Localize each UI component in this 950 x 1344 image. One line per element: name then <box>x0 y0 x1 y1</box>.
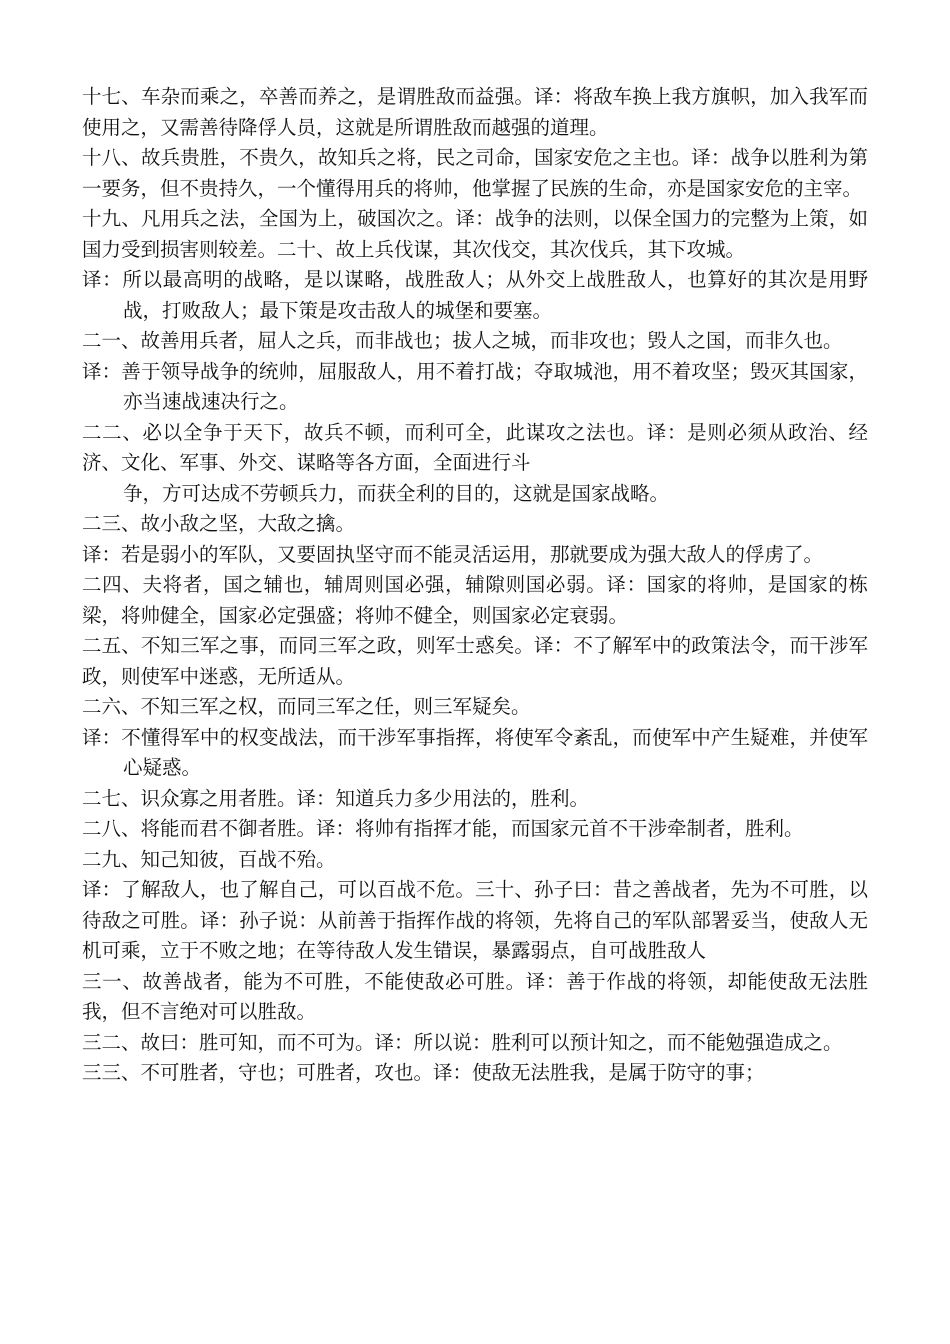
paragraph-22-continuation: 争，方可达成不劳顿兵力，而获全利的目的，这就是国家战略。 <box>123 481 670 505</box>
translation-26: 译：不懂得军中的权变战法，而干涉军事指挥，将使军令紊乱，而使军中产生疑难，并使军心疑惑。 <box>82 725 868 779</box>
paragraph-18: 十八、故兵贵胜，不贵久，故知兵之将，民之司命，国家安危之主也。译：战争以胜利为第一要务，但不贵持久，一个懂得用兵的将帅，他掌握了民族的生命，亦是国家安危的主宰。 <box>82 146 868 200</box>
paragraph-22: 二二、必以全争于天下，故兵不顿，而利可全，此谋攻之法也。译：是则必须从政治、经济、文化、军事、外交、谋略等各方面，全面进行斗 <box>82 420 868 474</box>
paragraph-26: 二六、不知三军之权，而同三军之任，则三军疑矣。 <box>82 695 531 718</box>
paragraph-21: 二一、故善用兵者，屈人之兵，而非战也；拔人之城，而非攻也；毁人之国，而非久也。 <box>82 329 843 352</box>
paragraph-29: 二九、知己知彼，百战不殆。 <box>82 847 336 871</box>
translation-23: 译：若是弱小的军队，又要固执坚守而不能灵活运用，那就要成为强大敌人的俘虏了。 <box>82 542 824 566</box>
paragraph-28: 二八、将能而君不御者胜。译：将帅有指挥才能，而国家元首不干涉牵制者，胜利。 <box>82 817 804 840</box>
translation-20: 译：所以最高明的战略，是以谋略，战胜敌人；从外交上战胜敌人，也算好的其次是用野战，打败敌人；最下策是攻击敌人的城堡和要塞。 <box>82 268 868 322</box>
paragraph-24: 二四、夫将者，国之辅也，辅周则国必强，辅隙则国必弱。译：国家的将帅，是国家的栋梁，将帅健全，国家必定强盛；将帅不健全，则国家必定衰弱。 <box>82 573 868 627</box>
document-body <box>82 82 868 1089</box>
paragraph-33: 三三、不可胜者，守也；可胜者，攻也。译：使敌无法胜我，是属于防守的事； <box>82 1061 765 1084</box>
paragraph-32: 三二、故曰：胜可知，而不可为。译：所以说：胜利可以预计知之，而不能勉强造成之。 <box>82 1030 843 1054</box>
paragraph-17: 十七、车杂而乘之，卒善而养之，是谓胜敌而益强。译：将敌车换上我方旗帜，加入我军而使用之，又需善待降俘人员，这就是所谓胜敌而越强的道理。 <box>82 85 868 139</box>
translation-29-paragraph-30: 译：了解敌人，也了解自己，可以百战不危。三十、孙子曰：昔之善战者，先为不可胜，以待敌之可胜。译：孙子说：从前善于指挥作战的将领，先将自己的军队部署妥当，使敌人无机可乘，立于不败之地；在等待敌人发生错误，暴露弱点，自可战胜敌人 <box>82 878 868 962</box>
paragraph-19-20: 十九、凡用兵之法，全国为上，破国次之。译：战争的法则，以保全国力的完整为上策，如国力受到损害则较差。二十、故上兵伐谋，其次伐交，其次伐兵，其下攻城。 <box>82 207 868 261</box>
paragraph-27: 二七、识众寡之用者胜。译：知道兵力多少用法的，胜利。 <box>82 786 590 810</box>
paragraph-31: 三一、故善战者，能为不可胜，不能使敌必可胜。译：善于作战的将领，却能使敌无法胜我，但不言绝对可以胜敌。 <box>82 969 868 1023</box>
translation-21: 译：善于领导战争的统帅，屈服敌人，用不着打战；夺取城池，用不着攻坚；毁灭其国家，亦当速战速决行之。 <box>82 359 868 413</box>
paragraph-23: 二三、故小敌之坚，大敌之擒。 <box>82 512 356 535</box>
paragraph-25: 二五、不知三军之事，而同三军之政，则军士惑矣。译：不了解军中的政策法令，而干涉军政，则使军中迷惑，无所适从。 <box>82 634 868 688</box>
